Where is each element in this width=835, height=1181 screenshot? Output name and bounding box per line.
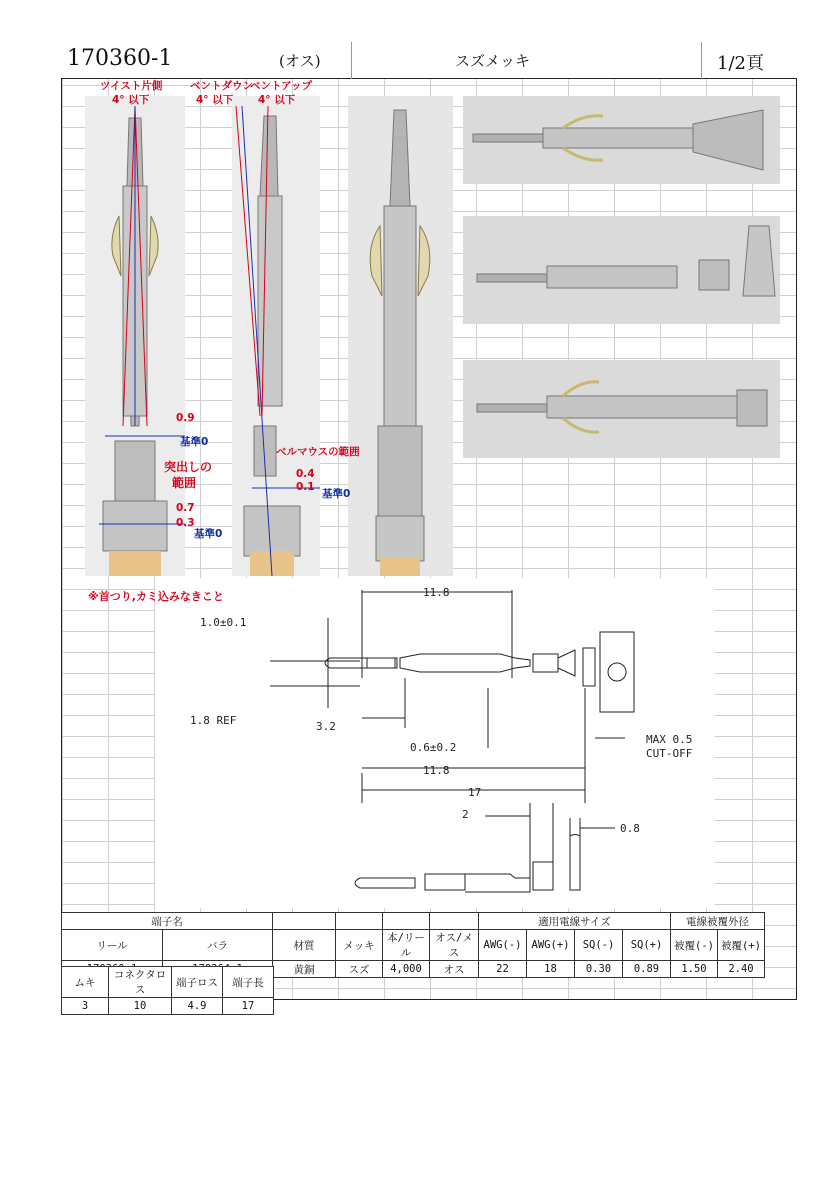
dim-0-1: 0.1 bbox=[296, 481, 315, 493]
insulation-header: 電線被覆外径 bbox=[671, 913, 765, 930]
sq-min-value: 0.30 bbox=[575, 961, 623, 978]
sheet-header bbox=[61, 42, 797, 79]
table-row bbox=[62, 913, 765, 930]
wire-size-header: 適用電線サイズ bbox=[479, 913, 671, 930]
col-gender: オス/メス bbox=[430, 930, 479, 961]
strip-value: 3 bbox=[62, 998, 109, 1015]
col-per-reel: 本/リール bbox=[383, 930, 430, 961]
dim-1-8-ref: 1.8 REF bbox=[190, 714, 237, 727]
base-zero-label: 基準0 bbox=[180, 436, 209, 448]
table-row bbox=[62, 930, 765, 961]
quality-note: ※首つり,カミ込みなきこと bbox=[88, 590, 224, 603]
col-ins-min: 被覆(-) bbox=[671, 930, 718, 961]
dim-0-7: 0.7 bbox=[176, 502, 195, 514]
loss-table bbox=[61, 966, 274, 1015]
col-material: 材質 bbox=[273, 930, 336, 961]
plating-label: スズメッキ bbox=[455, 52, 531, 70]
base-zero-label: 基準0 bbox=[194, 528, 223, 540]
terminal-photo-front-view bbox=[348, 96, 453, 576]
protrusion-label: 突出しの bbox=[164, 460, 213, 474]
dim-1-0: 1.0±0.1 bbox=[200, 616, 247, 629]
terminal-photo-horizontal-3 bbox=[463, 360, 780, 458]
plating-value: スズ bbox=[336, 961, 383, 978]
terminal-photo-horizontal-1 bbox=[463, 96, 780, 184]
awg-min-value: 22 bbox=[479, 961, 527, 978]
col-awg-max: AWG(+) bbox=[527, 930, 575, 961]
col-plating: メッキ bbox=[336, 930, 383, 961]
col-connector-loss: コネクタロス bbox=[109, 967, 172, 998]
terminal-length-value: 17 bbox=[223, 998, 274, 1015]
terminal-photo-top-view bbox=[85, 96, 185, 576]
header-divider bbox=[701, 42, 702, 79]
col-terminal-length: 端子長 bbox=[223, 967, 274, 998]
col-reel: リール bbox=[62, 930, 163, 961]
ins-min-value: 1.50 bbox=[671, 961, 718, 978]
col-awg-min: AWG(-) bbox=[479, 930, 527, 961]
col-ins-max: 被覆(+) bbox=[718, 930, 765, 961]
dim-0-3: 0.3 bbox=[176, 517, 195, 529]
awg-max-value: 18 bbox=[527, 961, 575, 978]
dim-max-0-5: MAX 0.5 bbox=[646, 733, 693, 746]
col-sq-min: SQ(-) bbox=[575, 930, 623, 961]
dim-0-4: 0.4 bbox=[296, 468, 315, 480]
twist-angle-label: 4° 以下 bbox=[112, 94, 150, 106]
dim-0-6: 0.6±0.2 bbox=[410, 741, 457, 754]
page-indicator: 1/2頁 bbox=[717, 53, 764, 74]
dim-17: 17 bbox=[468, 786, 482, 799]
bend-down-label: ベントダウン bbox=[190, 80, 253, 92]
col-strip: ムキ bbox=[62, 967, 109, 998]
dim-3-2: 3.2 bbox=[316, 720, 336, 733]
material-value: 黄銅 bbox=[273, 961, 336, 978]
terminal-photo-horizontal-2 bbox=[463, 216, 780, 324]
gender-label: (オス) bbox=[279, 52, 321, 70]
col-loose: バラ bbox=[163, 930, 273, 961]
bellmouth-label: ベルマウスの範囲 bbox=[276, 446, 360, 458]
dim-0-8: 0.8 bbox=[620, 822, 640, 835]
ins-max-value: 2.40 bbox=[718, 961, 765, 978]
bend-up-label: ベントアップ bbox=[250, 80, 312, 92]
table-row bbox=[62, 967, 274, 998]
col-terminal-loss: 端子ロス bbox=[172, 967, 223, 998]
table-row bbox=[62, 998, 274, 1015]
part-number: 170360-1 bbox=[67, 46, 173, 71]
twist-label: ツイスト片側 bbox=[100, 80, 163, 92]
terminal-name-header: 端子名 bbox=[62, 913, 273, 930]
connector-loss-value: 10 bbox=[109, 998, 172, 1015]
protrusion-label: 範囲 bbox=[172, 476, 197, 490]
dim-cutoff: CUT-OFF bbox=[646, 747, 693, 760]
dim-0-9: 0.9 bbox=[176, 412, 195, 424]
gender-value: オス bbox=[430, 961, 479, 978]
base-zero-label: 基準0 bbox=[322, 488, 351, 500]
bend-up-angle-label: 4° 以下 bbox=[258, 94, 296, 106]
terminal-photo-side-view bbox=[232, 96, 320, 576]
header-divider bbox=[351, 42, 352, 79]
sq-max-value: 0.89 bbox=[623, 961, 671, 978]
terminal-loss-value: 4.9 bbox=[172, 998, 223, 1015]
bend-down-angle-label: 4° 以下 bbox=[196, 94, 234, 106]
dim-2: 2 bbox=[462, 808, 469, 821]
dim-11-8-bottom: 11.8 bbox=[423, 764, 450, 777]
col-sq-max: SQ(+) bbox=[623, 930, 671, 961]
per-reel-value: 4,000 bbox=[383, 961, 430, 978]
dim-11-8-top: 11.8 bbox=[423, 586, 450, 599]
